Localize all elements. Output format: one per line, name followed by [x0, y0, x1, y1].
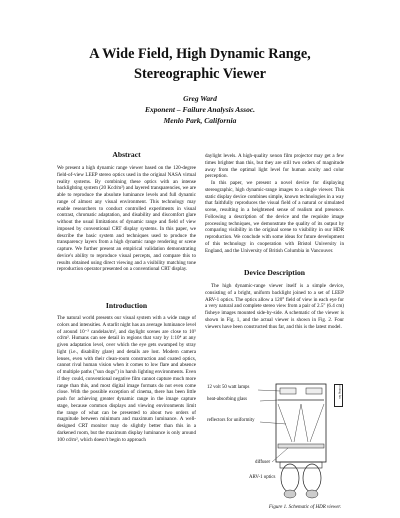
- reflectors-leader: [260, 422, 286, 424]
- introduction-heading: Introduction: [105, 301, 148, 310]
- right-paragraph-1: daylight levels. A high-quality xenon film projector may get a few times brighter than this, but they are still two orders of magnitude away from the optimal light level for human acuity and color perception.: [205, 153, 344, 180]
- hdr-viewer-schematic: [252, 382, 342, 506]
- label-heat-absorbing-glass: heat-absorbing glass: [207, 397, 248, 402]
- label-arv1-optics: ARV-1 optics: [249, 475, 276, 480]
- figure-1-caption: Figure 1. Schematic of HDR viewer.: [268, 505, 342, 510]
- cooling-fan-box: [334, 384, 343, 407]
- introduction-text: [57, 315, 196, 443]
- introduction-paragraph: The natural world presents our visual system with a wide range of colors and intensities. A starlit night has an average luminance level of around 10⁻³ candelas/m², and daylight scenes are close to 10⁵ cd/m². Humans can see detail in regions that vary by 1:10⁴ at any given adaptation level, over which the eye gets swamped by stray light (i.e., disability glare) and details are lost. Modern camera lenses, even with their clean-room construction and coated optics, cannot rival human vision when it comes to low flare and absence of multiple paths ("sun dogs") in harsh lighting environments. Even if they could, conventional negative film cannot capture much more range than this, and most digital image formats do not even come close. With the possible exception of cinema, there has been little push for achieving greater dynamic range in the image capture stage, because common displays and viewing environments limit the range of what can be presented to about two orders of magnitude between minimum and maximum luminance. A well-designed CRT monitor may do slightly better than this in a darkened room, but the maximum display luminance is only around 100 cd/m², which doesn't begin to approach: [57, 315, 196, 443]
- diffuser-panel: [278, 444, 324, 448]
- diffuser-leader: [272, 448, 288, 462]
- lamp-left: [280, 388, 296, 394]
- housing-outline: [276, 384, 326, 462]
- right-column-text: [205, 153, 344, 254]
- paper-title: [20, 44, 380, 84]
- label-cooling-fan: cooling fan: [338, 385, 342, 399]
- title-line-1: A Wide Field, High Dynamic Range,: [89, 46, 311, 62]
- author-name: Greg Ward: [183, 94, 217, 103]
- label-diffuser: diffuser: [255, 460, 271, 465]
- lamps-leader: [258, 390, 280, 391]
- device-paragraph: The high dynamic-range viewer itself is a simple device, consisting of a bright, uniform backlight joined to a set of LEEP ARV-1 optics. The optics allow a 120° field of view in each eye for a very natural and complete stereo view from a pair of 2.5" (6.4 cm) fisheye images mounted side-by-side. A schematic of the viewer is shown in Fig. 1, and the actual viewer is shown in Fig. 2. Four viewers have been constructed thus far, and this is the latest model.: [205, 283, 344, 330]
- device-description-heading: Device Description: [244, 268, 305, 277]
- author-affiliation: Exponent – Failure Analysis Assoc.: [144, 105, 256, 114]
- eyepiece-right: [306, 490, 318, 498]
- author-location: Menlo Park, California: [163, 116, 237, 125]
- device-description-text: [205, 283, 344, 330]
- author-block: [20, 93, 380, 126]
- abstract-paragraph: We present a high dynamic range viewer based on the 120-degree field-of-view LEEP stereo optics used in the original NASA virtual reality systems. By combining these optics with an intense backlighting system (20 Kcd/m²) and layered transparencies, we are able to reproduce the absolute luminance levels and full dynamic range of almost any visual environment. This technology may enable researchers to conduct controlled experiments in visual contrast, chromatic adaptation, and disability and discomfort glare without the usual limitations of dynamic range and field of view imposed by conventional CRT display systems. In this paper, we describe the basic system and techniques used to produce the transparency layers from a high dynamic range rendering or scene capture. We further present an empirical validation demonstrating device's ability to reproduce visual percepts, and compare this to results obtained using direct viewing and a visibility matching tone reproduction operator presented on a conventional CRT display.: [57, 165, 196, 273]
- reflectors: [278, 404, 324, 442]
- glass-leader: [260, 400, 278, 401]
- eyepiece-left: [284, 490, 296, 498]
- abstract-text: [57, 165, 196, 273]
- label-lamps: 12 volt 50 watt lamps: [207, 385, 250, 390]
- label-reflectors: reflectors for uniformity: [207, 418, 255, 423]
- lamp-right: [306, 388, 322, 394]
- right-paragraph-2: In this paper, we present a novel device for displaying stereographic, high dynamic-range images to a single viewer. This static display device combines simple, known technologies in a way that faithfully reproduces the visual field of a natural or simulated scene, resulting in a heightened sense of realism and presence. Following a description of the device and the requisite image processing techniques, we demonstrate the quality of its output by comparing visibility in the original scene to visibility in our HDR reproduction. We conclude with some ideas for future development of this technology in cooperation with Bristol University in England, and the University of British Columbia in Vancouver.: [205, 180, 344, 254]
- abstract-heading: Abstract: [112, 150, 141, 159]
- title-line-2: Stereographic Viewer: [134, 66, 266, 82]
